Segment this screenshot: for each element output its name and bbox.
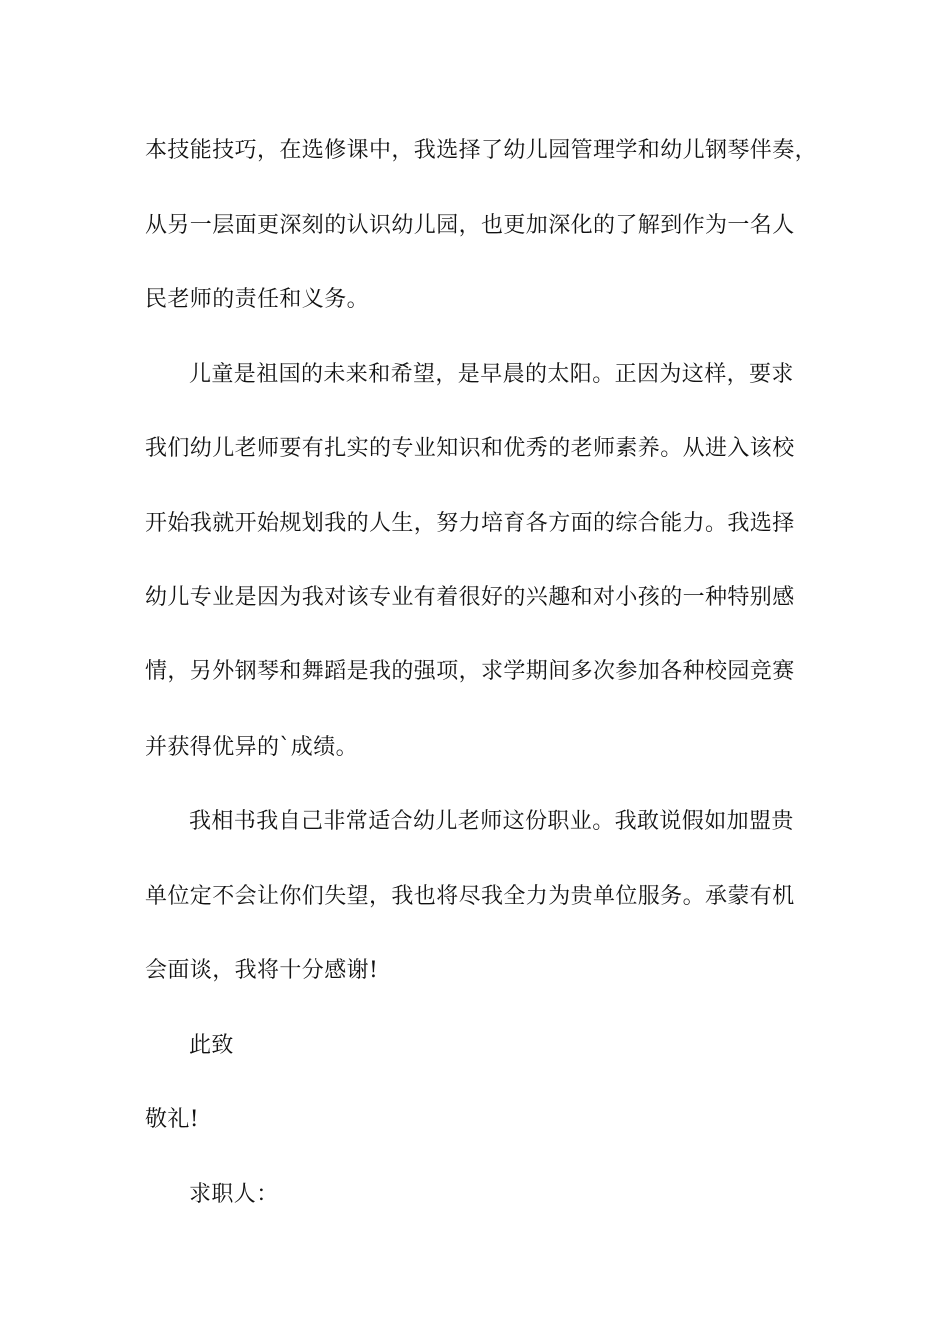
text-line: 会面谈，我将十分感谢!: [145, 958, 379, 983]
paragraph-first-line: 我相书我自己非常适合幼儿老师这份职业。我敢说假如加盟贵: [189, 809, 794, 834]
text-line: 情，另外钢琴和舞蹈是我的强项，求学期间多次参加各种校园竞赛: [145, 659, 795, 684]
text-line: 幼儿专业是因为我对该专业有着很好的兴趣和对小孩的一种特别感: [145, 585, 795, 610]
text-line: 从另一层面更深刻的认识幼儿园，也更加深化的了解到作为一名人: [145, 213, 795, 238]
closing-salutation: 此致: [189, 1033, 234, 1058]
text-line: 本技能技巧，在选修课中，我选择了幼儿园管理学和幼儿钢琴伴奏，: [145, 138, 818, 163]
text-line: 开始我就开始规划我的人生，努力培育各方面的综合能力。我选择: [145, 511, 795, 536]
closing-respect: 敬礼!: [145, 1107, 200, 1132]
text-line: 我们幼儿老师要有扎实的专业知识和优秀的老师素养。从进入该校: [145, 436, 795, 461]
paragraph-first-line: 儿童是祖国的未来和希望，是早晨的太阳。正因为这样，要求: [189, 362, 794, 387]
text-line: 并获得优异的`成绩。: [145, 735, 359, 760]
applicant-label: 求职人：: [189, 1182, 279, 1207]
text-line: 民老师的责任和义务。: [145, 287, 370, 312]
text-line: 单位定不会让你们失望，我也将尽我全力为贵单位服务。承蒙有机: [145, 884, 795, 909]
